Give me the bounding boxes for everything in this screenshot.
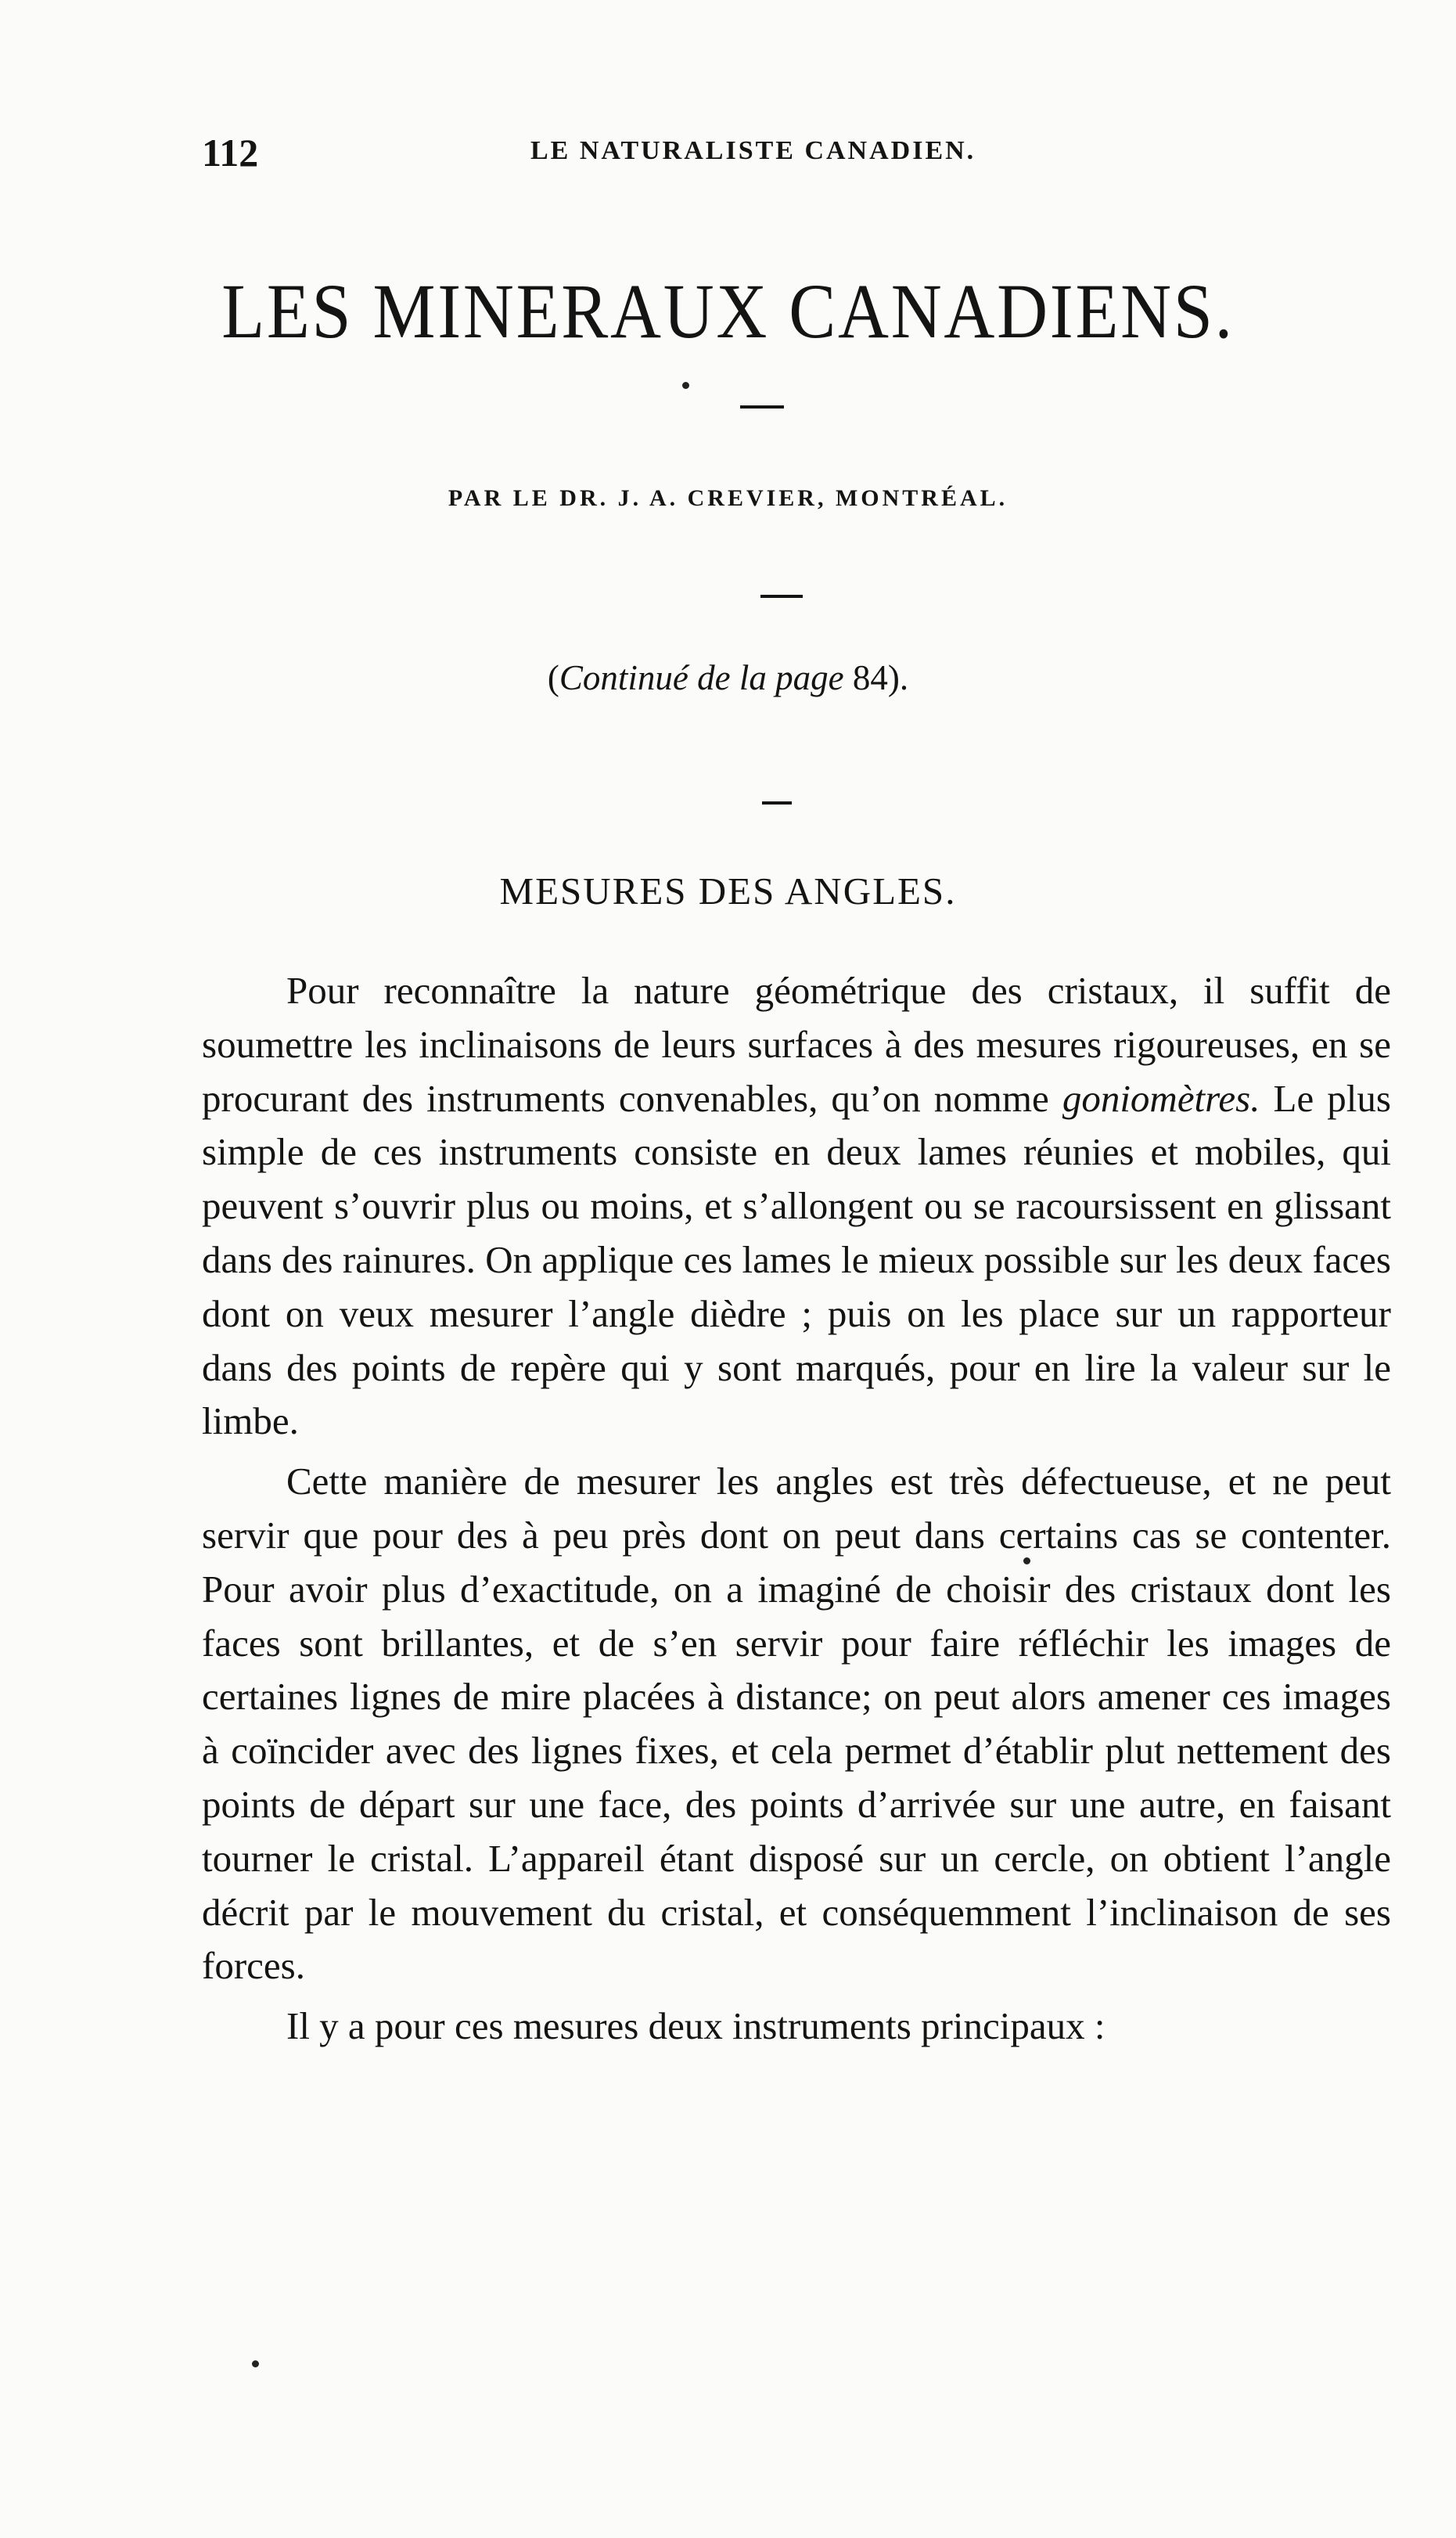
author-line: PAR LE DR. J. A. CREVIER, MONTRÉAL. [448,485,1008,511]
speck-mark [682,382,689,389]
continued-italic: Continué de la page [559,658,844,697]
paragraph-1-start: Pour reconnaître la nature géométrique des cristaux, il suffit de soumettre les inclinaisons de leurs surfaces à des mesures rigoureuses, en se procurant des instruments convenables, qu’on nomme [202,969,1391,1120]
page-number: 112 [202,131,259,175]
italic-term: goniomètres. [1062,1076,1260,1120]
continued-note [0,657,1456,698]
paragraph-3: Il y a pour ces mesures deux instruments principaux : [286,2004,1105,2048]
continued-open: ( [547,658,559,697]
running-head [202,130,1391,177]
journal-title: LE NATURALISTE CANADIEN. [530,136,976,165]
body-text [202,964,1391,2054]
speck-mark [252,2360,259,2367]
paragraph-1 [202,964,1391,1449]
paragraph-2: Cette manière de mesurer les angles est très défectueuse, et ne peut servir que pour des à peu près dont on peut dans certains cas se contenter. Pour avoir plus d’exactitude, on a imaginé de choisir des cristaux dont les faces sont brillantes, et de s’en servir pour faire réfléchir les images de certaines lignes de mire placées à distance; on peut alors amener ces images à coïncider avec des lignes fixes, et cela permet d’établir plut nettement des points de départ sur une face, des points d’arrivée sur une autre, en faisant tourner le cristal. L’appareil étant disposé sur un cercle, on obtient l’angle décrit par le mouvement du cristal, et conséquemment l’inclinaison de ses forces. [202,1460,1391,1988]
speck-mark [1023,1557,1030,1564]
continued-page: 84). [843,658,909,697]
title-rule [740,405,784,409]
section-rule [762,801,792,805]
section-heading: MESURES DES ANGLES. [499,869,957,913]
paragraph-1-end: Le plus simple de ces instruments consiste en deux lames réunies et mobiles, qui peuvent s’ouvrir plus ou moins, et s’allongent ou se racoursissent en glissant dans des rainures. On applique ces lames le mieux possible sur les deux faces dont on veux mesurer l’angle dièdre ; puis on les place sur un rapporteur dans des points de repère qui y sont marqués, pour en lire la valeur sur le limbe. [202,1076,1391,1443]
author-rule [760,595,803,598]
article-title: LES MINERAUX CANADIENS. [221,268,1235,355]
